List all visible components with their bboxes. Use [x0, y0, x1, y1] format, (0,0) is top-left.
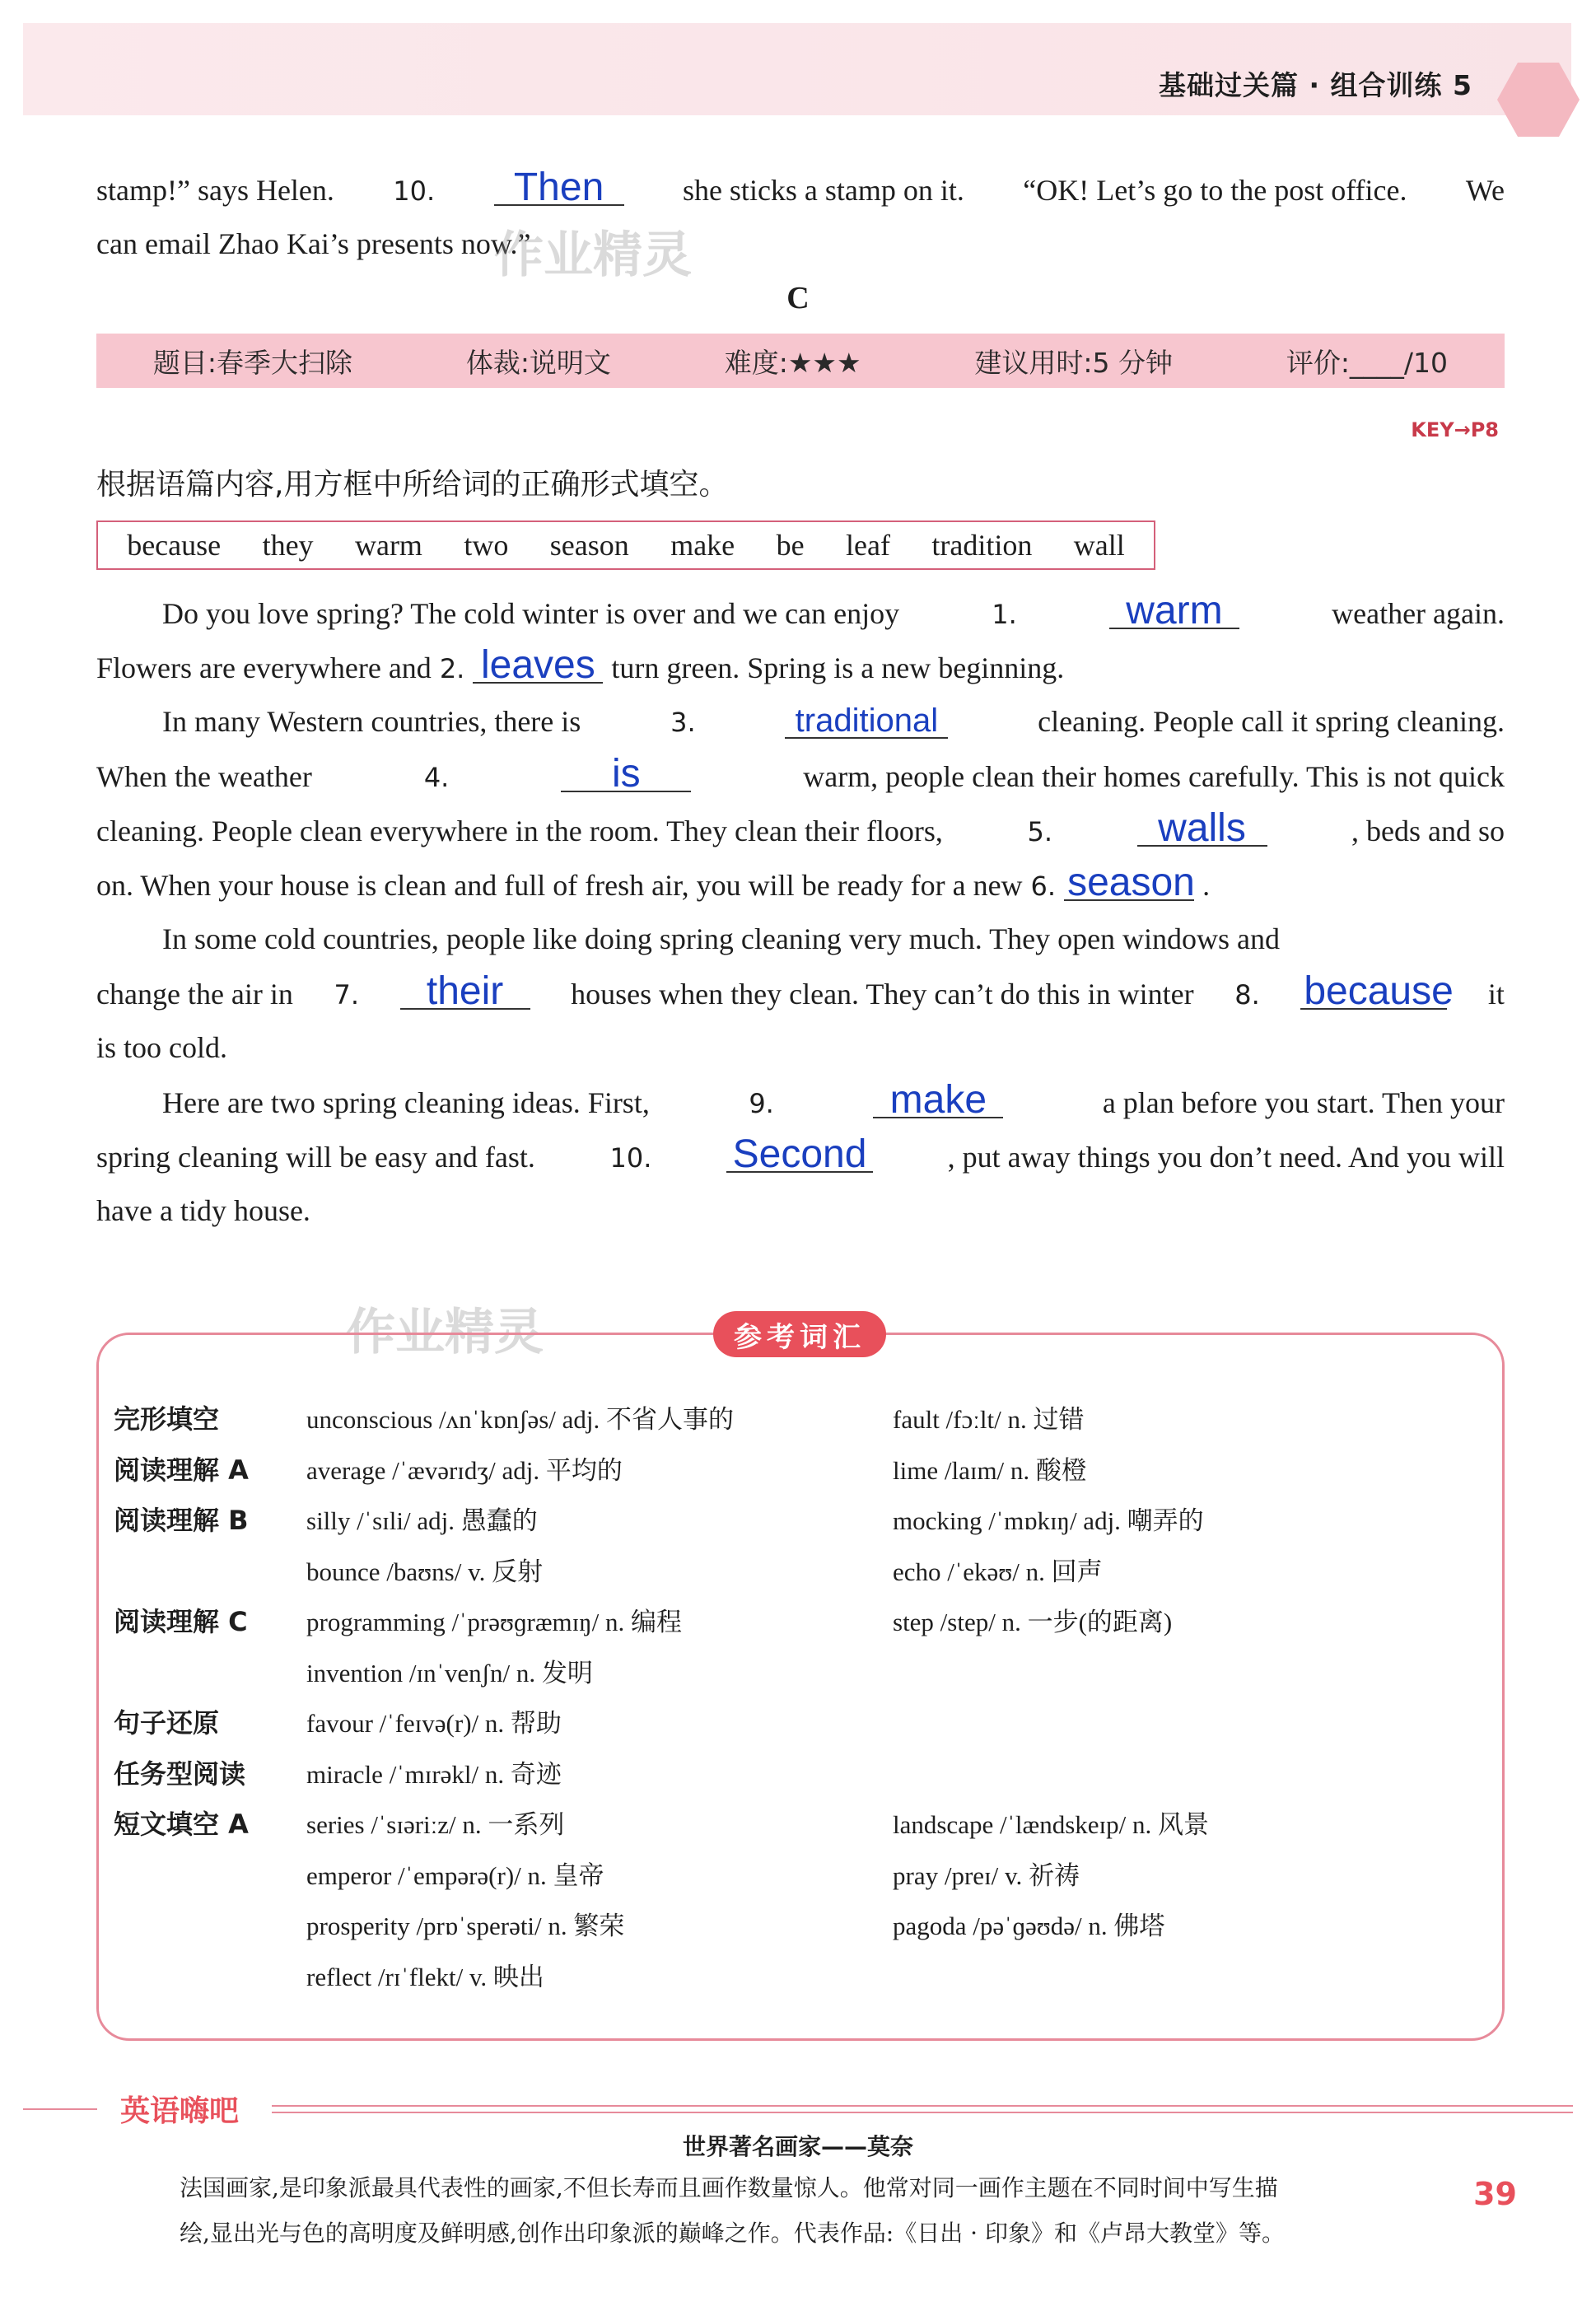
word-box	[96, 520, 1155, 570]
vocab-entry: unconscious /ʌnˈkɒnʃəs/ adj. 不省人事的	[306, 1405, 735, 1434]
vocab-entry: favour /ˈfeɪvə(r)/ n. 帮助	[306, 1709, 562, 1738]
passage-text: “OK! Let’s go to the post office.	[1023, 174, 1407, 207]
passage-text: on. When your house is clean and full of fresh air, you will be ready for a new	[96, 869, 1023, 902]
passage-text: can email Zhao Kai’s presents now.”	[96, 227, 531, 260]
passage-text: cleaning. People clean everywhere in the room. They clean their floors,	[96, 815, 943, 847]
passage-text: change the air in	[96, 978, 293, 1011]
vocab-category: 阅读理解 A	[114, 1454, 249, 1486]
vocab-entry: programming /ˈprəʊɡræmɪŋ/ n. 编程	[306, 1608, 682, 1636]
question-number: 2.	[439, 653, 465, 684]
instruction: 根据语篇内容,用方框中所给词的正确形式填空。	[96, 468, 729, 502]
question-number: 8.	[1234, 979, 1260, 1011]
passage-text: turn green. Spring is a new beginning.	[611, 651, 1065, 684]
passage-text: warm, people clean their homes carefully. This is not quick	[803, 760, 1505, 793]
passage-line	[96, 1193, 1505, 1229]
word-option: leaf	[845, 529, 890, 562]
answer-blank: leaves	[473, 649, 603, 684]
passage-line	[96, 703, 1505, 740]
vocab-category: 阅读理解 B	[114, 1505, 249, 1536]
passage-text: Flowers are everywhere and	[96, 651, 432, 684]
passage-line	[96, 643, 1505, 687]
footer-divider	[23, 2108, 97, 2110]
passage-text: weather again.	[1332, 597, 1505, 630]
word-option: they	[262, 529, 314, 562]
vocab-category: 完形填空	[114, 1403, 220, 1435]
header-title: 基础过关篇 · 组合训练 5	[1159, 69, 1472, 101]
passage-text: When the weather	[96, 760, 312, 793]
passage-text: We	[1465, 174, 1505, 207]
question-number: 10.	[609, 1142, 652, 1174]
passage-line	[96, 1078, 1505, 1122]
answer-blank: traditional	[785, 704, 948, 739]
vocab-entry: fault /fɔːlt/ n. 过错	[893, 1405, 1085, 1434]
vocab-category: 任务型阅读	[114, 1758, 246, 1790]
word-option: warm	[354, 529, 422, 562]
passage-text: she sticks a stamp on it.	[682, 174, 964, 207]
question-number: 9.	[749, 1088, 774, 1119]
vocab-entry: prosperity /prɒˈsperəti/ n. 繁荣	[306, 1912, 625, 1940]
passage-line	[96, 1132, 1505, 1176]
answer-blank: make	[873, 1084, 1003, 1118]
key-reference: KEY→P8	[1411, 418, 1499, 441]
vocab-category: 短文填空 A	[114, 1809, 249, 1840]
passage-text: In some cold countries, people like doing spring cleaning very much. They open windows and	[162, 922, 1281, 955]
vocab-badge: 参考词汇	[713, 1311, 886, 1357]
answer-blank: because	[1300, 975, 1447, 1010]
passage-text: stamp!” says Helen.	[96, 174, 334, 207]
answer-blank: warm	[1109, 595, 1239, 629]
watermark: 作业精灵	[346, 1304, 544, 1361]
question-number: 3.	[670, 707, 696, 738]
time-label: 建议用时:5 分钟	[974, 346, 1174, 379]
vocab-entry: echo /ˈekəʊ/ n. 回声	[893, 1557, 1103, 1586]
topic-label: 题目:春季大扫除	[152, 346, 353, 379]
vocab-entry: bounce /baʊns/ v. 反射	[306, 1557, 544, 1586]
vocab-entry: mocking /ˈmɒkɪŋ/ adj. 嘲弄的	[893, 1506, 1204, 1535]
question-number: 4.	[423, 762, 450, 793]
vocab-entry: emperor /ˈempərə(r)/ n. 皇帝	[306, 1861, 604, 1890]
answer-blank: walls	[1137, 812, 1267, 847]
passage-text: .	[1202, 869, 1211, 902]
passage-line	[96, 1029, 1505, 1066]
passage-line	[96, 589, 1505, 633]
vocab-entry: average /ˈævərɪdʒ/ adj. 平均的	[306, 1456, 623, 1485]
passage-text: , beds and so	[1351, 815, 1505, 847]
word-option: wall	[1073, 529, 1125, 562]
vocab-entry: landscape /ˈlændskeɪp/ n. 风景	[893, 1810, 1209, 1839]
answer-blank: Second	[726, 1138, 873, 1173]
passage-text: , put away things you don’t need. And you will	[947, 1141, 1505, 1174]
passage-text: Do you love spring? The cold winter is over and we can enjoy	[162, 597, 900, 630]
passage-text: a plan before you start. Then your	[1102, 1086, 1505, 1119]
answer-blank: season	[1064, 866, 1194, 901]
passage-text: Here are two spring cleaning ideas. First,	[162, 1086, 650, 1119]
passage-text: houses when they clean. They can’t do this in winter	[571, 978, 1194, 1011]
passage-line	[96, 861, 1505, 904]
passage-text: cleaning. People call it spring cleaning.	[1038, 705, 1505, 738]
vocab-entry: invention /ɪnˈvenʃn/ n. 发明	[306, 1659, 593, 1687]
word-option: tradition	[931, 529, 1033, 562]
passage-line	[96, 166, 1505, 209]
vocab-entry: silly /ˈsɪli/ adj. 愚蠢的	[306, 1506, 538, 1535]
passage-text: In many Western countries, there is	[162, 705, 581, 738]
vocab-entry: step /step/ n. 一步(的距离)	[893, 1608, 1173, 1636]
passage-text: have a tidy house.	[96, 1194, 310, 1227]
answer-blank: their	[400, 975, 530, 1010]
section-label: C	[786, 281, 810, 315]
footer-divider	[272, 2112, 1573, 2113]
passage-line	[96, 969, 1505, 1013]
question-number: 10.	[393, 175, 436, 207]
word-option: because	[127, 529, 222, 562]
passage-line	[96, 921, 1505, 957]
vocab-category: 句子还原	[114, 1707, 220, 1739]
word-option: season	[549, 529, 629, 562]
question-number: 5.	[1027, 816, 1052, 847]
footer-text: 绘,显出光与色的高明度及鲜明感,创作出印象派的巅峰之作。代表作品:《日出 · 印象》和《卢昂大教堂》等。	[180, 2220, 1285, 2247]
passage-text: is too cold.	[96, 1031, 227, 1064]
footer-text: 法国画家,是印象派最具代表性的画家,不但长寿而且画作数量惊人。他常对同一画作主题在不同时间中写生描	[180, 2174, 1278, 2201]
vocab-entry: pagoda /pəˈɡəʊdə/ n. 佛塔	[893, 1912, 1165, 1940]
genre-label: 体裁:说明文	[465, 346, 611, 379]
vocab-entry: lime /laɪm/ n. 酸橙	[893, 1456, 1087, 1485]
page-number: 39	[1473, 2176, 1517, 2212]
vocab-entry: miracle /ˈmɪrəkl/ n. 奇迹	[306, 1760, 562, 1789]
footer-heading: 世界著名画家——莫奈	[682, 2133, 913, 2160]
word-option: make	[670, 529, 735, 562]
answer-blank: is	[561, 758, 691, 792]
question-number: 6.	[1030, 871, 1057, 902]
passage-line	[96, 752, 1505, 796]
vocab-entry: reflect /rɪˈflekt/ v. 映出	[306, 1963, 544, 1991]
word-option: two	[464, 529, 509, 562]
passage-text: spring cleaning will be easy and fast.	[96, 1141, 535, 1174]
footer-divider	[272, 2105, 1573, 2107]
vocab-entry: pray /preɪ/ v. 祈祷	[893, 1861, 1080, 1890]
info-bar	[96, 334, 1505, 388]
passage-line	[96, 226, 1505, 262]
footer-brand: 英语嗨吧	[120, 2094, 240, 2128]
vocab-category: 阅读理解 C	[114, 1606, 248, 1637]
score-label: 评价:____/10	[1286, 346, 1449, 379]
passage-text: it	[1487, 978, 1505, 1011]
passage-line	[96, 806, 1505, 850]
watermark: 作业精灵	[494, 226, 692, 284]
vocab-entry: series /ˈsɪəriːz/ n. 一系列	[306, 1810, 565, 1839]
difficulty-label: 难度:★★★	[724, 346, 861, 379]
question-number: 7.	[334, 979, 359, 1011]
word-option: be	[776, 529, 805, 562]
answer-blank: Then	[494, 171, 624, 206]
question-number: 1.	[992, 599, 1017, 630]
